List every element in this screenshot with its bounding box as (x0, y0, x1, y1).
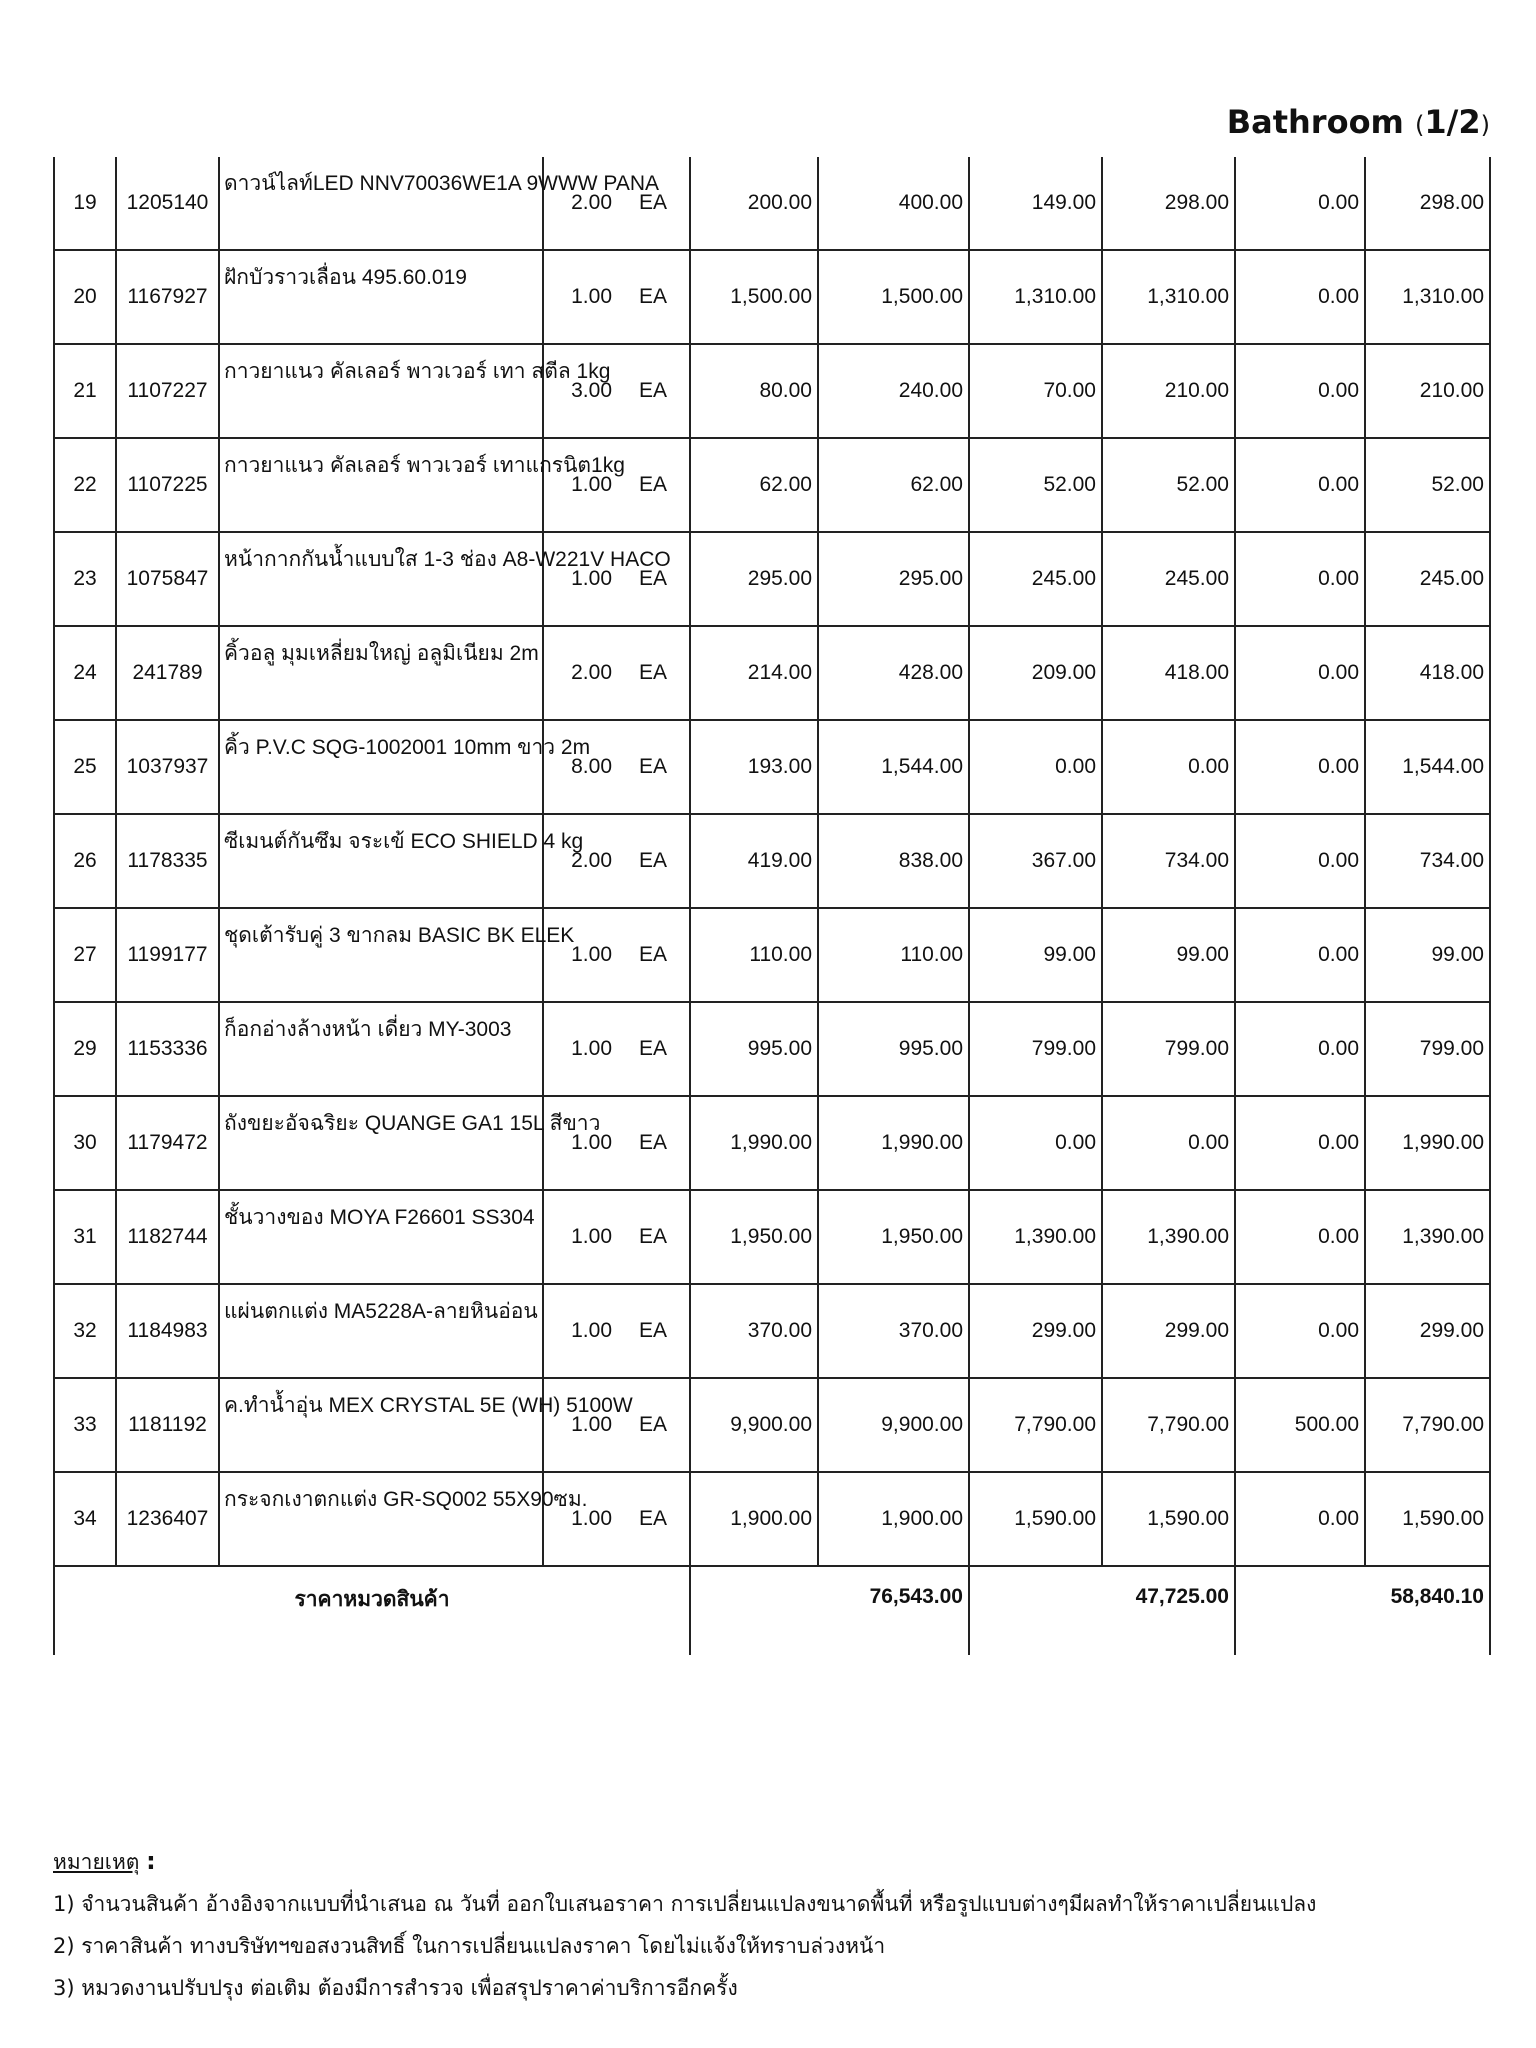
cell-quantity: 1.00 (543, 438, 617, 532)
cell-amount: 9,900.00 (818, 1378, 969, 1472)
cell-item-no: 33 (54, 1378, 116, 1472)
cell-product-code: 1205140 (116, 157, 219, 250)
cell-quantity: 1.00 (543, 1002, 617, 1096)
cell-item-no: 20 (54, 250, 116, 344)
cell-amount: 1,950.00 (818, 1190, 969, 1284)
cell-amount: 62.00 (818, 438, 969, 532)
cell-promo-amount: 0.00 (1102, 1096, 1235, 1190)
notes-colon: : (146, 1847, 156, 1875)
cell-promo-price: 1,390.00 (969, 1190, 1102, 1284)
quotation-table (53, 157, 1491, 1655)
cell-item-no: 27 (54, 908, 116, 1002)
cell-amount: 240.00 (818, 344, 969, 438)
cell-product-code: 1075847 (116, 532, 219, 626)
table-row (54, 344, 1490, 438)
cell-promo-amount: 1,310.00 (1102, 250, 1235, 344)
cell-quantity: 1.00 (543, 1096, 617, 1190)
cell-unit: EA (617, 626, 690, 720)
table-row (54, 532, 1490, 626)
table-body (54, 157, 1490, 1566)
cell-discount: 0.00 (1235, 532, 1365, 626)
cell-unit: EA (617, 532, 690, 626)
cell-product-code: 1167927 (116, 250, 219, 344)
cell-promo-price: 0.00 (969, 1096, 1102, 1190)
cell-item-no: 26 (54, 814, 116, 908)
cell-product-code: 1184983 (116, 1284, 219, 1378)
cell-unit-price: 1,990.00 (690, 1096, 818, 1190)
cell-unit: EA (617, 344, 690, 438)
note-line-3: 3) หมวดงานปรับปรุง ต่อเติม ต้องมีการสำรวจ เพื่อสรุปราคาค่าบริการอีกครั้ง (53, 1976, 738, 2000)
cell-net: 210.00 (1365, 344, 1490, 438)
cell-discount: 0.00 (1235, 1096, 1365, 1190)
cell-quantity: 1.00 (543, 1378, 617, 1472)
table-row (54, 1378, 1490, 1472)
cell-promo-amount: 7,790.00 (1102, 1378, 1235, 1472)
note-line-1: 1) จำนวนสินค้า อ้างอิงจากแบบที่นำเสนอ ณ วันที่ ออกใบเสนอราคา การเปลี่ยนแปลงขนาดพื้นที่ หรือรูปแบบต่างๆมีผลทำให้ราคาเปลี่ยนแปลง (53, 1892, 1317, 1916)
cell-discount: 0.00 (1235, 720, 1365, 814)
cell-unit-price: 80.00 (690, 344, 818, 438)
cell-unit: EA (617, 1472, 690, 1566)
table-row (54, 1002, 1490, 1096)
cell-quantity: 2.00 (543, 814, 617, 908)
cell-description: ค.ทำน้ำอุ่น MEX CRYSTAL 5E (WH) 5100W (219, 1378, 543, 1472)
cell-amount: 1,500.00 (818, 250, 969, 344)
cell-amount: 1,990.00 (818, 1096, 969, 1190)
cell-promo-amount: 1,390.00 (1102, 1190, 1235, 1284)
cell-promo-amount: 52.00 (1102, 438, 1235, 532)
title-paren-close: ) (1480, 111, 1490, 139)
cell-quantity: 1.00 (543, 1472, 617, 1566)
cell-unit: EA (617, 1190, 690, 1284)
cell-product-code: 1107225 (116, 438, 219, 532)
cell-net: 734.00 (1365, 814, 1490, 908)
notes-section (53, 1840, 1493, 2009)
notes-heading-line (53, 1840, 1493, 1883)
cell-item-no: 23 (54, 532, 116, 626)
cell-discount: 500.00 (1235, 1378, 1365, 1472)
cell-net: 299.00 (1365, 1284, 1490, 1378)
cell-unit: EA (617, 250, 690, 344)
title-text: Bathroom (1226, 103, 1404, 141)
cell-unit-price: 295.00 (690, 532, 818, 626)
cell-promo-price: 367.00 (969, 814, 1102, 908)
cell-net: 1,310.00 (1365, 250, 1490, 344)
cell-description: คิ้ว P.V.C SQG-1002001 10mm ขาว 2m (219, 720, 543, 814)
table-row (54, 1190, 1490, 1284)
cell-description: ซีเมนต์กันซึม จระเข้ ECO SHIELD 4 kg (219, 814, 543, 908)
cell-promo-amount: 0.00 (1102, 720, 1235, 814)
cell-item-no: 19 (54, 157, 116, 250)
cell-promo-amount: 298.00 (1102, 157, 1235, 250)
cell-net: 99.00 (1365, 908, 1490, 1002)
cell-quantity: 1.00 (543, 250, 617, 344)
cell-net: 1,990.00 (1365, 1096, 1490, 1190)
cell-description: ก็อกอ่างล้างหน้า เดี่ยว MY-3003 (219, 1002, 543, 1096)
cell-amount: 370.00 (818, 1284, 969, 1378)
note-line-2: 2) ราคาสินค้า ทางบริษัทฯขอสงวนสิทธิ์ ในการเปลี่ยนแปลงราคา โดยไม่แจ้งให้ทราบล่วงหน้า (53, 1934, 886, 1958)
cell-net: 1,590.00 (1365, 1472, 1490, 1566)
cell-unit-price: 193.00 (690, 720, 818, 814)
cell-product-code: 1236407 (116, 1472, 219, 1566)
cell-promo-amount: 799.00 (1102, 1002, 1235, 1096)
cell-description: ถังขยะอัจฉริยะ QUANGE GA1 15L สีขาว (219, 1096, 543, 1190)
cell-promo-price: 99.00 (969, 908, 1102, 1002)
table-total (54, 1566, 1490, 1655)
table-row (54, 814, 1490, 908)
cell-item-no: 22 (54, 438, 116, 532)
cell-unit: EA (617, 157, 690, 250)
cell-description: กาวยาแนว คัลเลอร์ พาวเวอร์ เทาแกรนิต1kg (219, 438, 543, 532)
cell-amount: 295.00 (818, 532, 969, 626)
cell-net: 799.00 (1365, 1002, 1490, 1096)
cell-item-no: 31 (54, 1190, 116, 1284)
cell-promo-price: 52.00 (969, 438, 1102, 532)
cell-description: ดาวน์ไลท์LED NNV70036WE1A 9WWW PANA (219, 157, 543, 250)
cell-product-code: 1179472 (116, 1096, 219, 1190)
table-row (54, 438, 1490, 532)
table-row (54, 720, 1490, 814)
cell-promo-amount: 1,590.00 (1102, 1472, 1235, 1566)
cell-promo-price: 7,790.00 (969, 1378, 1102, 1472)
cell-amount: 428.00 (818, 626, 969, 720)
cell-promo-price: 70.00 (969, 344, 1102, 438)
cell-quantity: 1.00 (543, 1190, 617, 1284)
table-row (54, 250, 1490, 344)
cell-item-no: 21 (54, 344, 116, 438)
table-row (54, 1284, 1490, 1378)
cell-product-code: 1153336 (116, 1002, 219, 1096)
cell-product-code: 1037937 (116, 720, 219, 814)
cell-amount: 838.00 (818, 814, 969, 908)
cell-promo-amount: 299.00 (1102, 1284, 1235, 1378)
cell-discount: 0.00 (1235, 250, 1365, 344)
table-row (54, 626, 1490, 720)
cell-unit: EA (617, 1096, 690, 1190)
total-label: ราคาหมวดสินค้า (54, 1566, 690, 1655)
cell-unit: EA (617, 1378, 690, 1472)
cell-product-code: 241789 (116, 626, 219, 720)
cell-discount: 0.00 (1235, 1472, 1365, 1566)
cell-promo-price: 245.00 (969, 532, 1102, 626)
cell-unit: EA (617, 438, 690, 532)
cell-discount: 0.00 (1235, 438, 1365, 532)
cell-unit-price: 1,900.00 (690, 1472, 818, 1566)
cell-unit: EA (617, 814, 690, 908)
cell-promo-price: 209.00 (969, 626, 1102, 720)
cell-product-code: 1182744 (116, 1190, 219, 1284)
cell-description: ชั้นวางของ MOYA F26601 SS304 (219, 1190, 543, 1284)
total-net: 58,840.10 (1235, 1566, 1490, 1655)
table-row (54, 1472, 1490, 1566)
cell-unit-price: 1,950.00 (690, 1190, 818, 1284)
cell-item-no: 34 (54, 1472, 116, 1566)
table-row (54, 1096, 1490, 1190)
cell-unit-price: 62.00 (690, 438, 818, 532)
cell-amount: 995.00 (818, 1002, 969, 1096)
cell-product-code: 1181192 (116, 1378, 219, 1472)
cell-unit: EA (617, 908, 690, 1002)
total-promo-amount: 47,725.00 (969, 1566, 1235, 1655)
cell-promo-amount: 734.00 (1102, 814, 1235, 908)
cell-unit-price: 419.00 (690, 814, 818, 908)
cell-item-no: 29 (54, 1002, 116, 1096)
cell-discount: 0.00 (1235, 814, 1365, 908)
cell-amount: 1,900.00 (818, 1472, 969, 1566)
cell-promo-price: 799.00 (969, 1002, 1102, 1096)
cell-unit-price: 995.00 (690, 1002, 818, 1096)
cell-quantity: 1.00 (543, 1284, 617, 1378)
cell-net: 298.00 (1365, 157, 1490, 250)
cell-net: 418.00 (1365, 626, 1490, 720)
title-page-ref: 1/2 (1424, 103, 1481, 141)
cell-quantity: 8.00 (543, 720, 617, 814)
cell-product-code: 1199177 (116, 908, 219, 1002)
cell-promo-amount: 245.00 (1102, 532, 1235, 626)
cell-promo-amount: 210.00 (1102, 344, 1235, 438)
cell-amount: 400.00 (818, 157, 969, 250)
cell-discount: 0.00 (1235, 1284, 1365, 1378)
cell-description: หน้ากากกันน้ำแบบใส 1-3 ช่อง A8-W221V HACO (219, 532, 543, 626)
cell-discount: 0.00 (1235, 1002, 1365, 1096)
page-title (1150, 103, 1490, 141)
cell-description: ชุดเต้ารับคู่ 3 ขากลม BASIC BK ELEK (219, 908, 543, 1002)
notes-heading: หมายเหตุ (53, 1850, 140, 1874)
cell-quantity: 2.00 (543, 626, 617, 720)
cell-promo-amount: 99.00 (1102, 908, 1235, 1002)
cell-description: คิ้วอลู มุมเหลี่ยมใหญ่ อลูมิเนียม 2m (219, 626, 543, 720)
cell-item-no: 32 (54, 1284, 116, 1378)
cell-unit: EA (617, 720, 690, 814)
cell-unit-price: 110.00 (690, 908, 818, 1002)
cell-product-code: 1178335 (116, 814, 219, 908)
cell-amount: 1,544.00 (818, 720, 969, 814)
cell-promo-price: 1,310.00 (969, 250, 1102, 344)
cell-promo-amount: 418.00 (1102, 626, 1235, 720)
cell-promo-price: 149.00 (969, 157, 1102, 250)
cell-discount: 0.00 (1235, 1190, 1365, 1284)
cell-description: กระจกเงาตกแต่ง GR-SQ002 55X90ซม. (219, 1472, 543, 1566)
title-paren-open: ( (1415, 111, 1425, 139)
cell-quantity: 1.00 (543, 908, 617, 1002)
cell-item-no: 30 (54, 1096, 116, 1190)
cell-discount: 0.00 (1235, 157, 1365, 250)
cell-unit-price: 1,500.00 (690, 250, 818, 344)
cell-amount: 110.00 (818, 908, 969, 1002)
cell-unit-price: 200.00 (690, 157, 818, 250)
cell-discount: 0.00 (1235, 344, 1365, 438)
cell-net: 52.00 (1365, 438, 1490, 532)
cell-unit-price: 214.00 (690, 626, 818, 720)
cell-description: แผ่นตกแต่ง MA5228A-ลายหินอ่อน (219, 1284, 543, 1378)
total-row (54, 1566, 1490, 1655)
cell-quantity: 1.00 (543, 532, 617, 626)
cell-promo-price: 0.00 (969, 720, 1102, 814)
cell-net: 245.00 (1365, 532, 1490, 626)
cell-quantity: 3.00 (543, 344, 617, 438)
cell-unit: EA (617, 1002, 690, 1096)
cell-net: 7,790.00 (1365, 1378, 1490, 1472)
cell-discount: 0.00 (1235, 626, 1365, 720)
cell-promo-price: 299.00 (969, 1284, 1102, 1378)
cell-description: ฝักบัวราวเลื่อน 495.60.019 (219, 250, 543, 344)
cell-description: กาวยาแนว คัลเลอร์ พาวเวอร์ เทา สตีล 1kg (219, 344, 543, 438)
cell-unit-price: 9,900.00 (690, 1378, 818, 1472)
table-row (54, 157, 1490, 250)
cell-net: 1,544.00 (1365, 720, 1490, 814)
cell-discount: 0.00 (1235, 908, 1365, 1002)
total-amount: 76,543.00 (690, 1566, 969, 1655)
cell-unit-price: 370.00 (690, 1284, 818, 1378)
cell-item-no: 25 (54, 720, 116, 814)
cell-net: 1,390.00 (1365, 1190, 1490, 1284)
cell-promo-price: 1,590.00 (969, 1472, 1102, 1566)
cell-item-no: 24 (54, 626, 116, 720)
cell-unit: EA (617, 1284, 690, 1378)
cell-quantity: 2.00 (543, 157, 617, 250)
cell-product-code: 1107227 (116, 344, 219, 438)
table-row (54, 908, 1490, 1002)
